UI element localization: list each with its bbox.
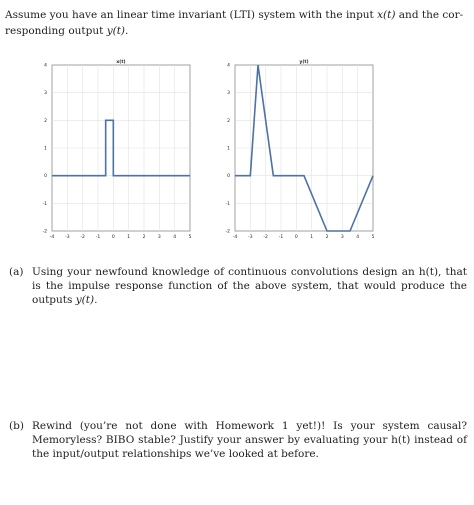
question-a-label: (a): [9, 266, 24, 278]
plot-2-x-tick-label: 5: [371, 235, 375, 240]
plot-1-y-tick-label: 2: [44, 118, 47, 124]
input-symbol: x(t): [377, 9, 396, 21]
plot-2-x-tick-label: 0: [294, 235, 298, 240]
plot-2-x-tick-label: 2: [325, 235, 329, 240]
plot-1-title: x(t): [116, 60, 126, 65]
plot-2-x-tick-label: -2: [263, 235, 268, 240]
plot-1-y-tick-label: 1: [44, 146, 47, 152]
plot-1-x-tick-label: -1: [95, 235, 101, 240]
plot-1-y-tick-label: -1: [42, 201, 47, 207]
plot-1-x-tick-label: -4: [49, 235, 55, 240]
question-b-text: Rewind (you’re not done with Homework 1 yet!)! Is your system causal? Memoryless? BIBO stable? Justify your answer by evaluating your h(t) instead of the input/output relationships we’ve looked at before.: [32, 420, 467, 460]
plot-2-y-tick-label: 3: [227, 91, 230, 97]
plot-2-title: y(t): [299, 60, 309, 65]
plot-1-x-tick-label: -2: [80, 235, 85, 240]
question-a-text: [32, 265, 467, 307]
plot-2-x-tick-label: -4: [232, 235, 238, 240]
plot-1-y-tick-label: 3: [44, 91, 47, 97]
output-symbol: y(t): [106, 25, 126, 37]
intro-text-4: .: [125, 25, 129, 37]
plot-1-x-tick-label: 4: [173, 235, 177, 240]
plot-1-x-tick-label: 3: [157, 235, 161, 240]
plot-2-y-tick-label: 2: [227, 118, 230, 124]
problem-statement: [5, 7, 467, 39]
plot-2-x-tick-label: -3: [248, 235, 253, 240]
plot-2-x-tick-label: 1: [310, 235, 314, 240]
intro-text-3: responding output: [5, 25, 107, 37]
question-a-symbol: y(t): [75, 294, 95, 306]
plot-2-y-tick-label: 4: [227, 63, 230, 69]
question-a-end: .: [94, 294, 98, 306]
plot-2-x-tick-label: -1: [278, 235, 284, 240]
plot-2-y-tick-label: -2: [225, 229, 230, 235]
intro-text-2: and the cor-: [395, 9, 464, 21]
plot-1-x-tick-label: 1: [127, 235, 131, 240]
plot-2-y-tick-label: -1: [225, 201, 230, 207]
signal-plots: [0, 55, 474, 250]
intro-text-1: Assume you have an linear time invariant (LTI) system with the input: [5, 9, 378, 21]
plot-1-x-tick-label: 0: [111, 235, 115, 240]
plot-2-y-tick-label: 0: [227, 174, 230, 180]
plot-1-x-tick-label: 2: [142, 235, 146, 240]
plot-2-x-tick-label: 4: [356, 235, 360, 240]
question-b-label: (b): [9, 420, 24, 432]
plot-1-y-tick-label: -2: [42, 229, 47, 235]
plot-2-x-tick-label: 3: [340, 235, 344, 240]
signal-figure: [0, 55, 474, 250]
plot-2-y-tick-label: 1: [227, 146, 230, 152]
plot-1-x-tick-label: 5: [188, 235, 192, 240]
plot-1-y-tick-label: 4: [44, 63, 47, 69]
plot-1-x-tick-label: -3: [65, 235, 70, 240]
plot-1-y-tick-label: 0: [44, 174, 47, 180]
question-a-body: Using your newfound knowledge of continuous convolutions design an h(t), that is the impulse response function of the above system, that would produce the outputs: [32, 266, 467, 306]
